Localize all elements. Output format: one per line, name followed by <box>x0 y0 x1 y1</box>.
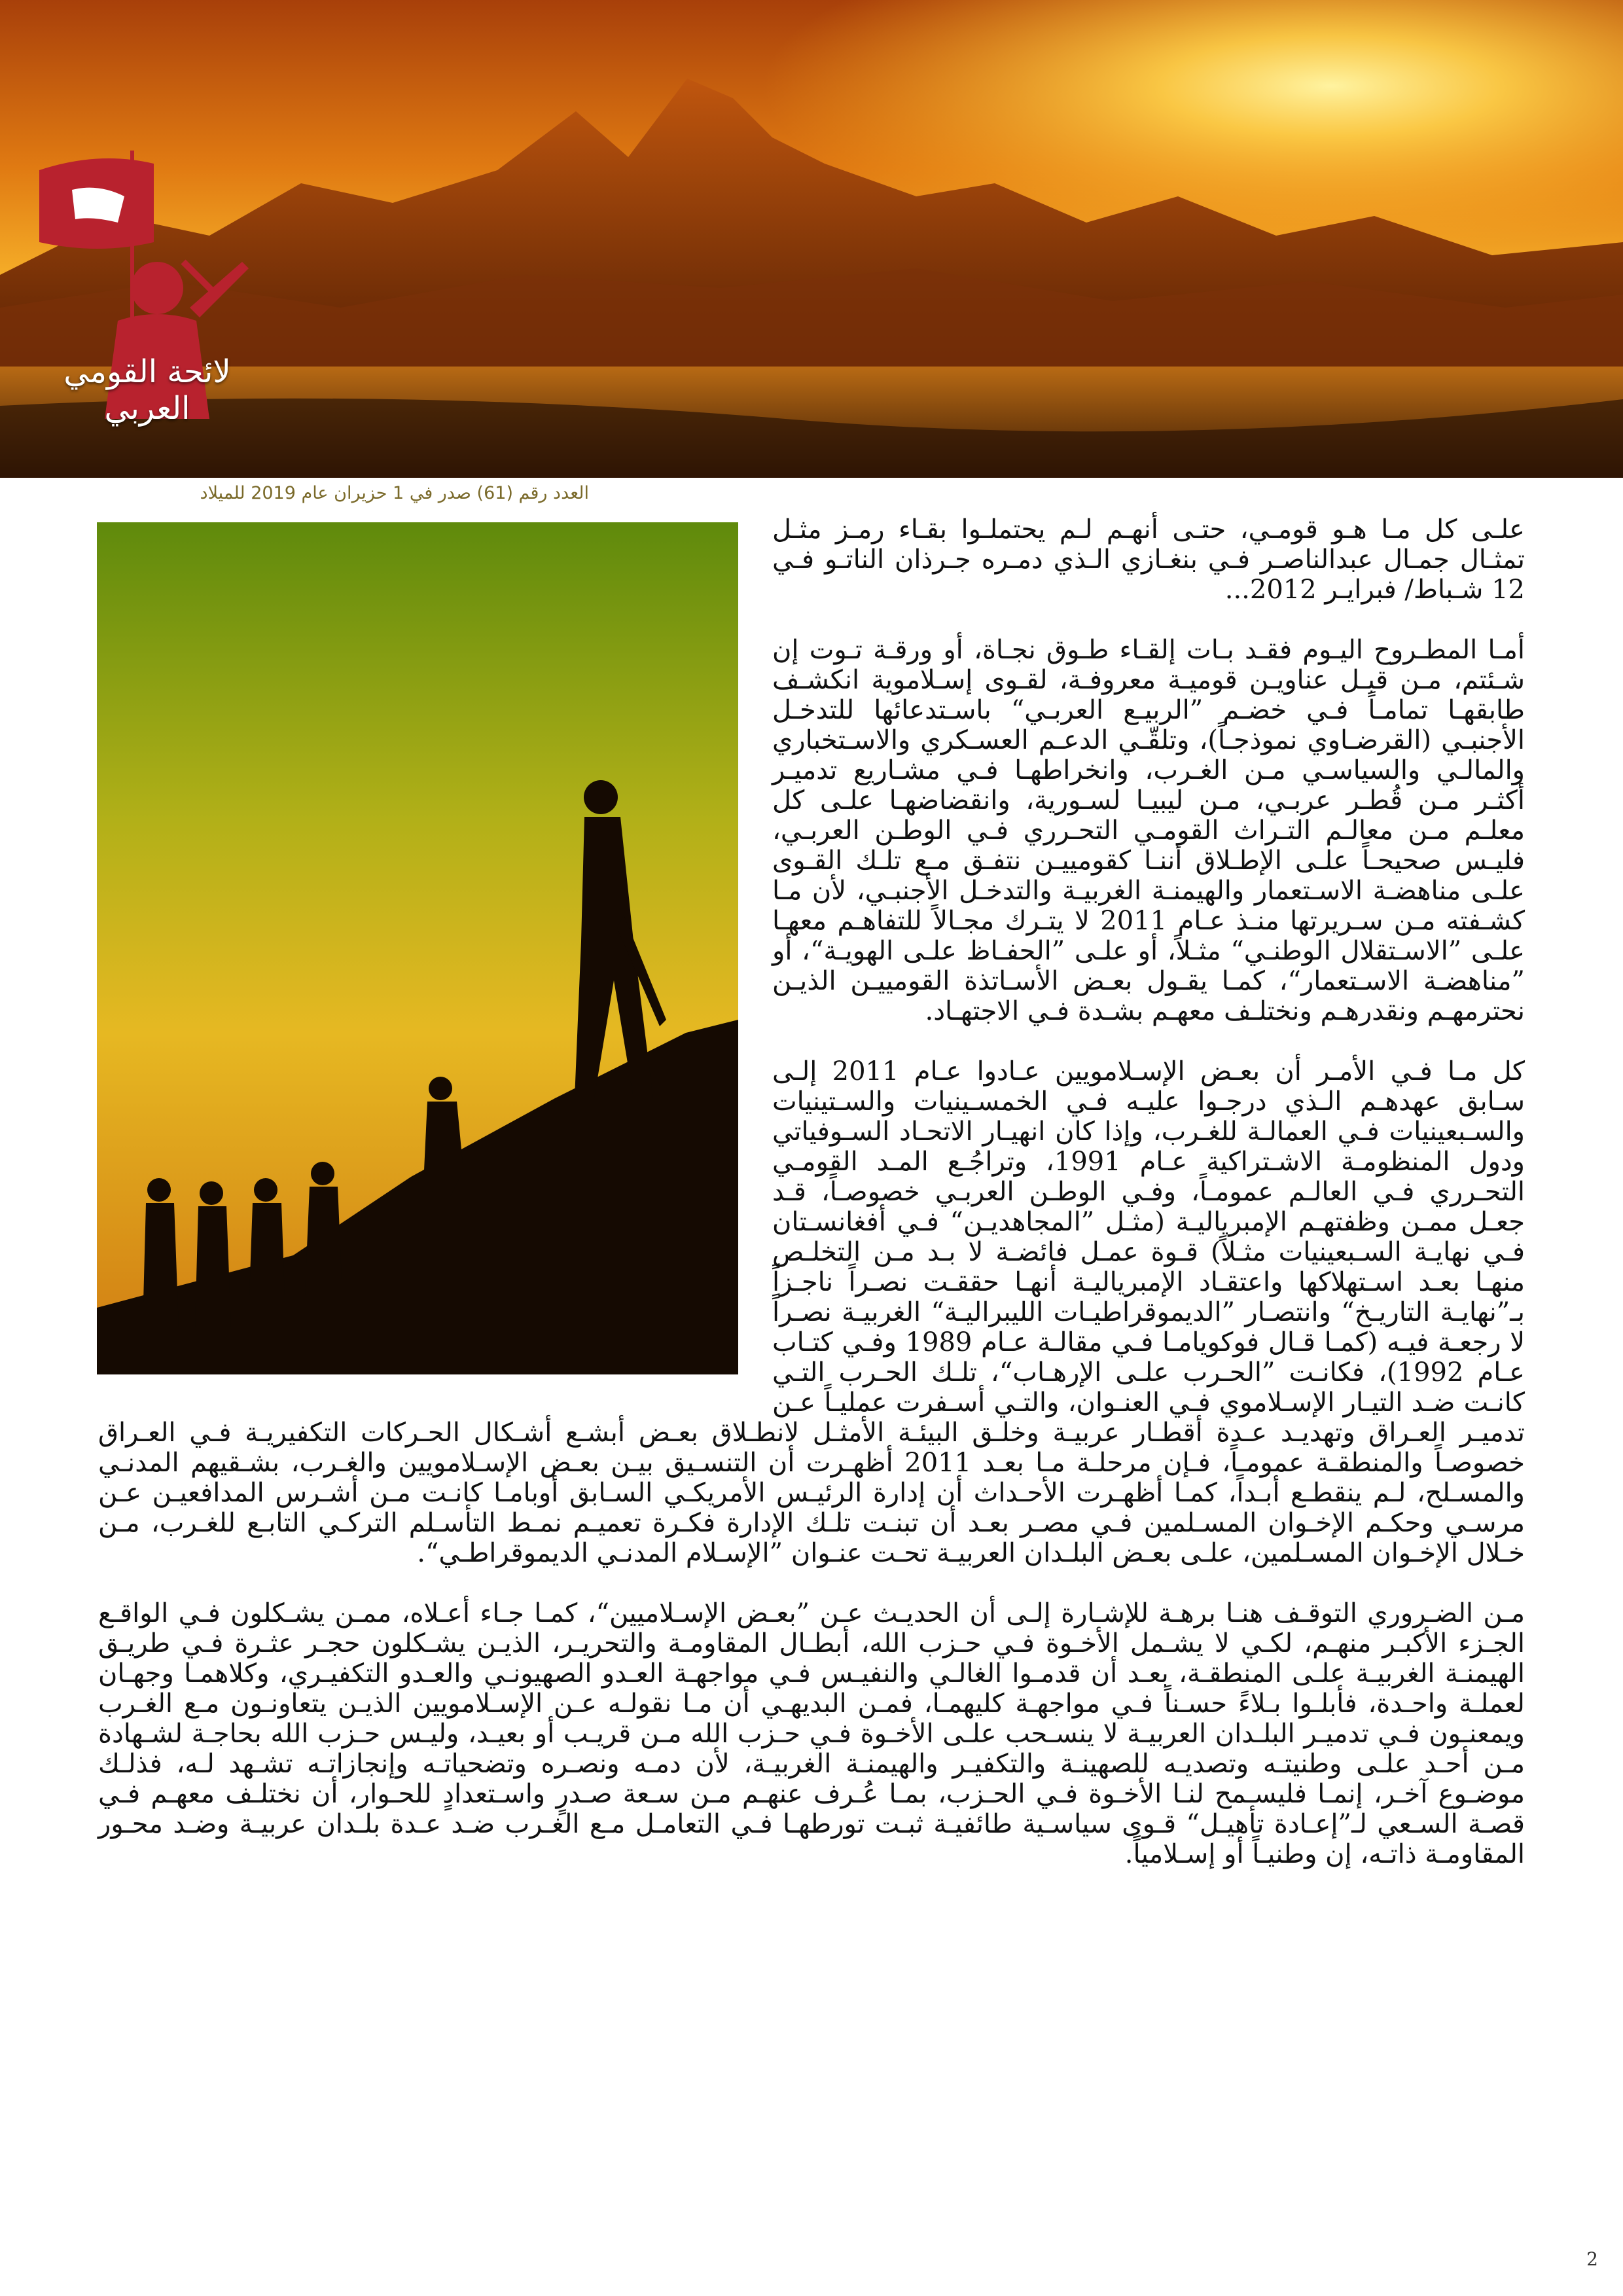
article-paragraph: كل مـا فـي الأمـر أن بعـض الإسـلامويين عـادوا عـام 2011 إلـى سـابق عهدهـم الـذي درجـوا عليـه فـي الخمسـينيات والسـتينيات والسـبعينيات فـي العمالـة للغـرب، وإذا كان انهيـار الاتحـاد السـوفياتي ودول المنظومـة الاشـتراكية عـام 1991، وتراجُـع المـد القومـي التحـرري فـي العالـم عمومـاً، وفـي الوطـن العربـي خصوصـاً، قـد جعـل ممـن وظفتهـم الإمبرياليـة (مثـل ”المجاهديـن“ فـي أفغانسـتان فـي نهايـة السـبعينيات مثـلاً) قـوة عمـل فائضـة لا بـد مـن التخلـص منهـا بعـد اسـتهلاكها واعتقـاد الإمبرياليـة أنهـا حققـت نصـراً ناجـزاً بـ”نهايـة التاريـخ“ وانتصـار ”الديموقراطيـات الليبراليـة“ الغربيـة نصـراً لا رجعـة فيـه (كمـا قـال فوكويامـا فـي مقالـة عـام 1989 وفـي كتـاب عـام 1992)، فكانـت ”الحـرب علـى الإرهـاب“، تلـك الحـرب التـي كانـت ضـد التيـار الإسـلاموي فـي العنـوان، والتـي أسـفرت عمليـاً عـن تدميـر العـراق وتهديـد عـدة أقطـار عربيـة وخلـق البيئـة الأمثـل لانطـلاق بعـض أبشـع أشـكال الحـركات التكفيريـة فـي العـراق خصوصـاً والمنطقـة عمومـاً، فـإن مرحلـة مـا بعـد 2011 أظهـرت أن التنسـيق بيـن بعـض الإسـلامويين والغـرب، بشـقيهم المدنـي والمسـلح، لـم ينقطـع أبـداً، كمـا أظهـرت الأحـداث أن إدارة الرئيـس الأمريكـي السـابق أوبامـا كانـت مـن أشـرس المدافعيـن عـن مرسـي وحكـم الإخـوان المسـلمين فـي مصـر بعـد أن تبنـت تلـك الإدارة فكـرة تعميـم نمـط التأسـلم التركـي التابـع للغـرب، مـن خـلال الإخـوان المسـلمين، علـى بعـض البلـدان العربيـة تحـت عنـوان ”الإسـلام المدنـي الديموقراطـي“. <box>98 1056 1525 1568</box>
page-number: 2 <box>1586 2248 1598 2270</box>
article-paragraph: أمـا المطـروح اليـوم فقـد بـات إلقـاء طـوق نجـاة، أو ورقـة تـوت إن شـئتم، مـن قبـل عناويـن قوميـة معروفـة، لقـوى إسـلاموية انكشـف طابقهـا تمامـاً فـي خضـم ”الربيـع العربـي“ باسـتدعائها للتدخـل الأجنبـي (القرضـاوي نموذجـاً)، وتلقّـي الدعـم العسـكري والاسـتخباري والمالـي والسياسـي مـن الغـرب، وانخراطهـا فـي مشـاريع تدميـر أكثـر مـن قُطـر عربـي، مـن ليبيـا لسـورية، وانقضاضهـا علـى كل معلـم مـن معالـم التـراث القومـي التحـرري فـي الوطـن العربـي، فليـس صحيحـاً علـى الإطـلاق أننـا كقومييـن نتفـق مـع تلـك القـوى علـى مناهضـة الاسـتعمار والهيمنـة الغربيـة والتدخـل الأجنبـي، لأن مـا كشـفته مـن سـريرتها منـذ عـام 2011 لا يتـرك مجـالاً للتفاهـم معهـا علـى ”الاسـتقلال الوطنـي“ مثـلاً، أو علـى ”الحفـاظ علـى الهويـة“، أو ”مناهضـة الاسـتعمار“، كمـا يقـول بعـض الأسـاتذة القومييـن الذيـن نحترمهـم ونقدرهـم ونختلـف معهـم بشـدة فـي الاجتهـاد. <box>772 635 1525 1026</box>
article-paragraph: مـن الضـروري التوقـف هنـا برهـة للإشـارة إلـى أن الحديـث عـن ”بعـض الإسـلاميين“، كمـا جـاء أعـلاه، ممـن يشـكلون فـي الواقـع الجـزء الأكبـر منهـم، لكـي لا يشـمل الأخـوة فـي حـزب الله، أبطـال المقاومـة والتحريـر، الذيـن يشـكلون حجـر عثـرة فـي طريـق الهيمنـة الغربيـة علـى المنطقـة، بعـد أن قدمـوا الغالـي والنفيـس فـي مواجهـة العـدو الصهيونـي والعـدو التكفيـري، وكلاهمـا وجهـان لعملـة واحـدة، فأبلـوا بـلاءً حسـناً فـي مواجهـة كليهمـا، فمـن البديهـي أن مـا نقولـه عـن الإسـلامويين الذيـن يتعاونـون مـع الغـرب ويمعنـون فـي تدميـر البلـدان العربيـة لا ينسـحب علـى الأخـوة فـي حـزب الله مـن قريـب أو بعيـد، وليـس حـزب الله بحاجـة لشـهادة مـن أحـد علـى وطنيتـه وتصديـه للصهينـة والتكفيـر والهيمنـة الغربيـة، لأن دمـه ونصـره وتضحياتـه وإنجازاتـه تشـهد لـه، فذلـك موضـوع آخـر، إنمـا فليسـمح لنـا الأخـوة فـي الحـزب، بمـا عُـرف عنهـم مـن سـعة صـدرٍ واسـتعدادٍ للحـوار، أن نختلـف معهـم فـي قصـة السـعي لـ”إعـادة تأهيـل“ قـوى سياسـية طائفيـة ثبـت تورطهـا فـي التعامـل مـع الغـرب ضـد عـدة بلـدان عربيـة وضـد محـور المقاومـة ذاتـه، إن وطنيـاً أو إسـلامياً. <box>98 1598 1525 1869</box>
image-spacer <box>98 514 753 1418</box>
article-paragraph: علـى كل مـا هـو قومـي، حتـى أنهـم لـم يحتملـوا بقـاء رمـز مثـل تمثـال جمـال عبدالناصـر فـي بنغـازي الـذي دمـره جـرذان الناتـو فـي 12 شـباط/ فبرايـر 2012... <box>772 514 1525 605</box>
article-body <box>98 514 1525 1899</box>
logo-text: لائحة القومي العربي <box>63 353 231 427</box>
issue-line: العدد رقم (61) صدر في 1 حزيران عام 2019 للميلاد <box>200 483 589 503</box>
